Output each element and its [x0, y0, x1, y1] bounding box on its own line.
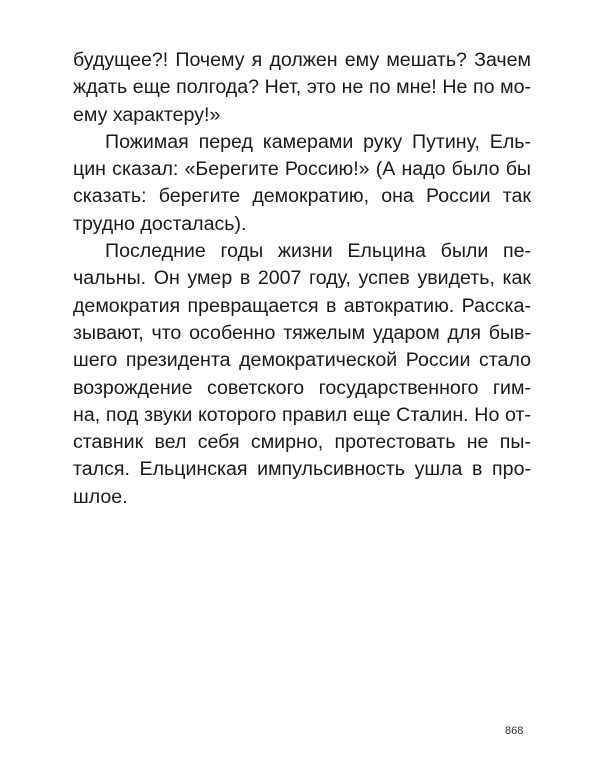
- text-line: Пожимая перед камерами руку Путину, Ель-: [105, 130, 531, 153]
- text-line: зывают, что особенно тяжелым ударом для быв-: [73, 321, 531, 344]
- paragraph-3: [73, 238, 531, 511]
- text-line: будущее?! Почему я должен ему мешать? Зачем: [73, 49, 531, 71]
- paragraph-1: [73, 47, 531, 129]
- text-line: цин сказал: «Берегите Россию!» (А надо было бы: [73, 158, 531, 181]
- text-line: ставник вел себя смирно, протестовать не пы-: [73, 431, 531, 454]
- text-line: шего президента демократической России стало: [73, 349, 531, 372]
- text-line: тался. Ельцинская импульсивность ушла в про-: [73, 458, 531, 481]
- text-line: на, под звуки которого правил еще Сталин. Но от-: [73, 403, 531, 426]
- text-line: возрождение советского государственного гим-: [73, 376, 531, 399]
- text-line: демократия превращается в автократию. Расска-: [73, 294, 531, 317]
- text-line: ему характеру!»: [73, 103, 221, 126]
- paragraph-2: [73, 129, 531, 238]
- text-line: Последние годы жизни Ельцина были пе-: [105, 240, 531, 263]
- body-text: [73, 47, 531, 511]
- text-line: шлое.: [73, 485, 128, 508]
- text-line: сказать: берегите демократию, она России так: [73, 185, 531, 208]
- text-line: ждать еще полгода? Нет, это не по мне! Не по мо-: [73, 76, 531, 99]
- text-line: чальны. Он умер в 2007 году, успев увидеть, как: [73, 267, 531, 290]
- page-number: 868: [505, 725, 524, 737]
- text-line: трудно досталась).: [73, 212, 247, 235]
